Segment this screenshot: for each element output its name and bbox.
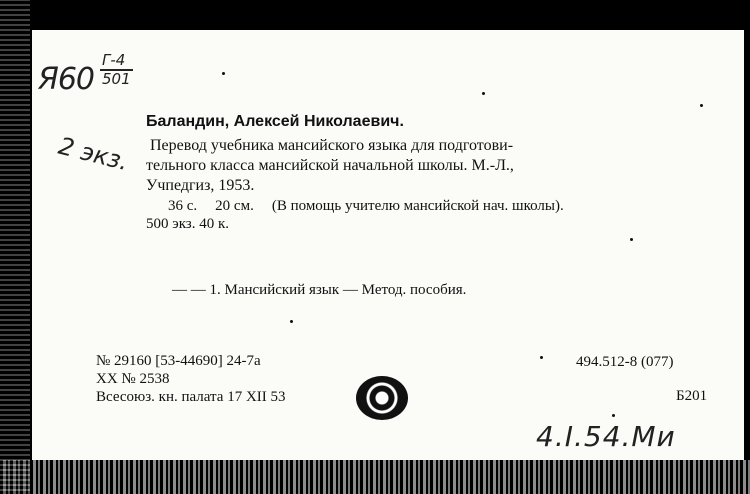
series-note: (В помощь учителю мансийской нач. школы).	[271, 198, 564, 214]
classification-number: 494.512-8 (077)	[576, 354, 674, 370]
size: 20 см.	[215, 198, 254, 214]
title-line-2: тельного класса мансийской начальной школы. М.-Л.,	[146, 157, 514, 174]
call-suffix-top: Г-4	[100, 52, 133, 71]
pages: 36 с.	[168, 198, 198, 214]
call-suffix-bottom: 501	[102, 70, 131, 88]
physical-description	[168, 196, 564, 216]
chamber-line: Всесоюз. кн. палата 17 XII 53	[96, 389, 286, 405]
imprint-line: Учпедгиз, 1953.	[146, 177, 255, 194]
scan-speck	[540, 356, 543, 359]
scan-speck	[222, 72, 225, 75]
title-line-1: Перевод учебника мансийского языка для подготови-	[150, 137, 514, 154]
scan-speck	[612, 414, 615, 417]
record-number: № 29160 [53-44690] 24-7а	[96, 353, 261, 369]
card-code: Б201	[676, 388, 708, 404]
scan-speck	[482, 92, 485, 95]
title-description	[148, 136, 708, 196]
scan-speck	[630, 238, 633, 241]
scan-edge-left	[0, 0, 30, 494]
scan-speck	[290, 320, 293, 323]
record-series: XX № 2538	[96, 371, 170, 387]
scan-speck	[700, 104, 703, 107]
subject-headings: — — 1. Мансийский язык — Метод. пособия.	[172, 282, 467, 298]
call-number: Я60	[38, 62, 95, 97]
author-heading: Баландин, Алексей Николаевич.	[146, 113, 404, 130]
library-stamp	[356, 376, 408, 420]
edition-price: 500 экз. 40 к.	[146, 216, 229, 232]
handwritten-date: 4.I.54.Ми	[536, 420, 676, 453]
call-number-suffix	[100, 52, 133, 88]
margin-note: 2 экз.	[55, 131, 132, 177]
record-info	[96, 352, 286, 406]
scan-edge-bottom	[0, 460, 750, 494]
